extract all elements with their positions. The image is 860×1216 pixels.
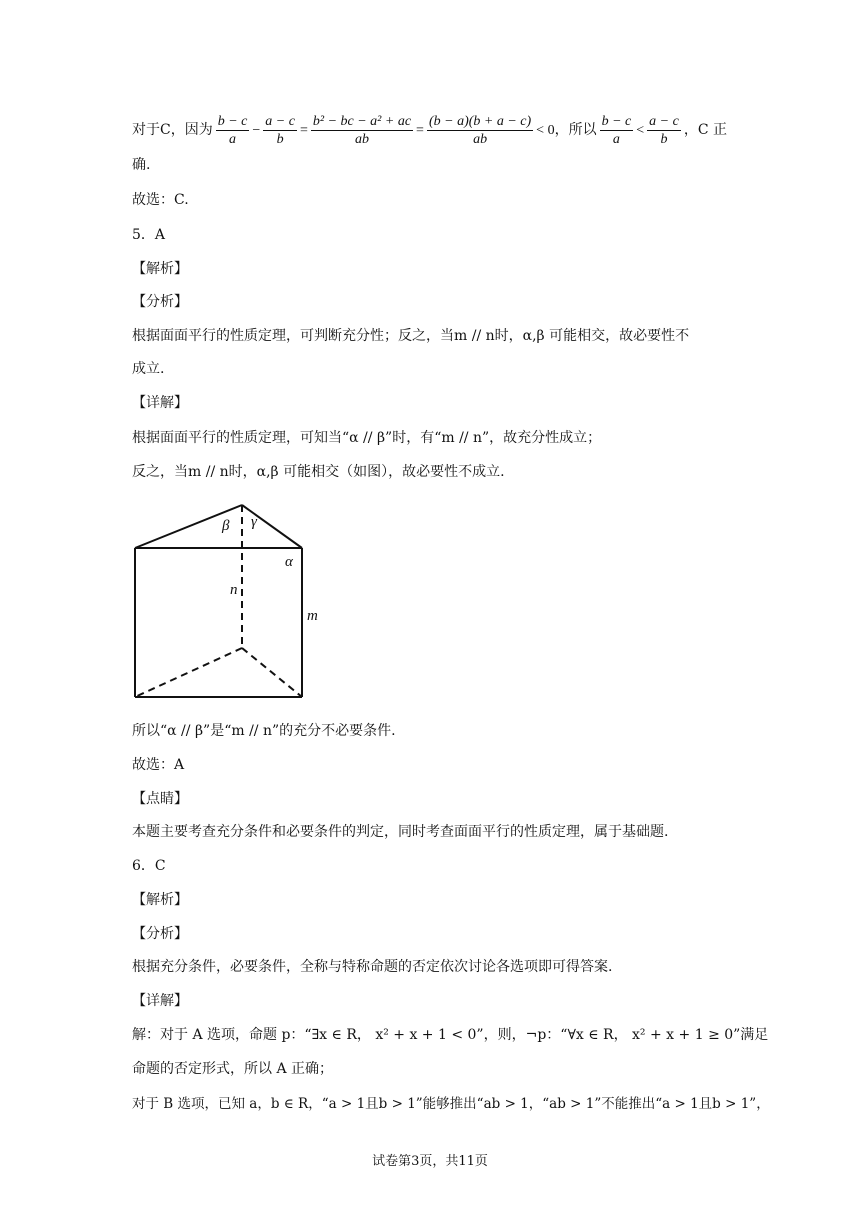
text-line: 解：对于 A 选项，命题 p：“∃x ∈ R， x² + x + 1 < 0”，则，¬p：“∀x ∈ R， x² + x + 1 ≥ 0”满足 [132,1027,769,1043]
text-line: 命题的否定形式，所以 A 正确； [132,1061,334,1077]
label-alpha: α [285,554,293,570]
section-heading: 【解析】 [132,261,188,277]
numerator: a − c [265,113,295,129]
operator: < 0 [536,123,555,138]
text-line: 根据充分条件，必要条件，全称与特称命题的否定依次讨论各选项即可得答案. [132,959,613,975]
text-line: 反之，当m // n时，α,β 可能相交（如图），故必要性不成立. [132,464,505,480]
section-heading: 【解析】 [132,892,188,908]
text-line: 对于 B 选项，已知 a，b ∈ R，“a > 1且b > 1”能够推出“ab > 1，“ab > 1”不能推出“a > 1且b > 1”， [132,1096,770,1112]
denominator: b [276,131,284,147]
question-number: 6．C [132,858,166,874]
denominator: ab [473,131,488,147]
section-heading: 【分析】 [132,926,188,942]
denominator: a [612,131,620,147]
answer-line: 故选：A [132,757,185,773]
text-line: 所以“α // β”是“m // n”的充分不必要条件. [132,723,396,739]
text-line: 根据面面平行的性质定理，可知当“α // β”时，有“m // n”，故充分性成立； [132,430,602,446]
section-heading: 【详解】 [132,395,188,411]
section-heading: 【点睛】 [132,791,188,807]
prism-figure [130,500,330,705]
page-footer: 试卷第3页，共11页 [372,1154,488,1169]
numerator: b² − bc − a² + ac [312,113,412,129]
text-line: 根据面面平行的性质定理，可判断充分性；反之，当m // n时，α,β 可能相交，故必要性不 [132,328,690,344]
numerator: b − c [217,113,248,129]
label-beta: β [222,518,230,534]
operator: − [252,123,261,138]
label-n: n [230,582,238,598]
section-heading: 【详解】 [132,993,188,1009]
label-m: m [307,608,318,624]
fraction [600,113,634,148]
text: 对于C，因为 [132,122,213,138]
numerator: a − c [649,113,679,129]
numerator: (b − a)(b + a − c) [428,113,532,129]
fraction [311,113,413,148]
line-c-analysis [132,108,727,152]
label-gamma: γ [251,514,257,530]
text: ，C 正 [683,122,727,138]
numerator: b − c [601,113,632,129]
text-line: 确. [132,157,151,173]
denominator: ab [354,131,369,147]
fraction [647,113,681,148]
text-line: 成立. [132,361,165,377]
fraction [216,113,250,148]
question-number: 5．A [132,227,166,243]
section-heading: 【分析】 [132,294,188,310]
operator: = [299,123,308,138]
denominator: b [660,131,668,147]
denominator: a [229,131,237,147]
fraction [427,113,533,148]
fraction [263,113,297,148]
text: ，所以 [554,122,597,138]
answer-line: 故选：C. [132,192,189,208]
operator: < [636,123,645,138]
operator: = [416,123,424,138]
text-line: 本题主要考查充分条件和必要条件的判定，同时考查面面平行的性质定理，属于基础题. [132,824,669,840]
